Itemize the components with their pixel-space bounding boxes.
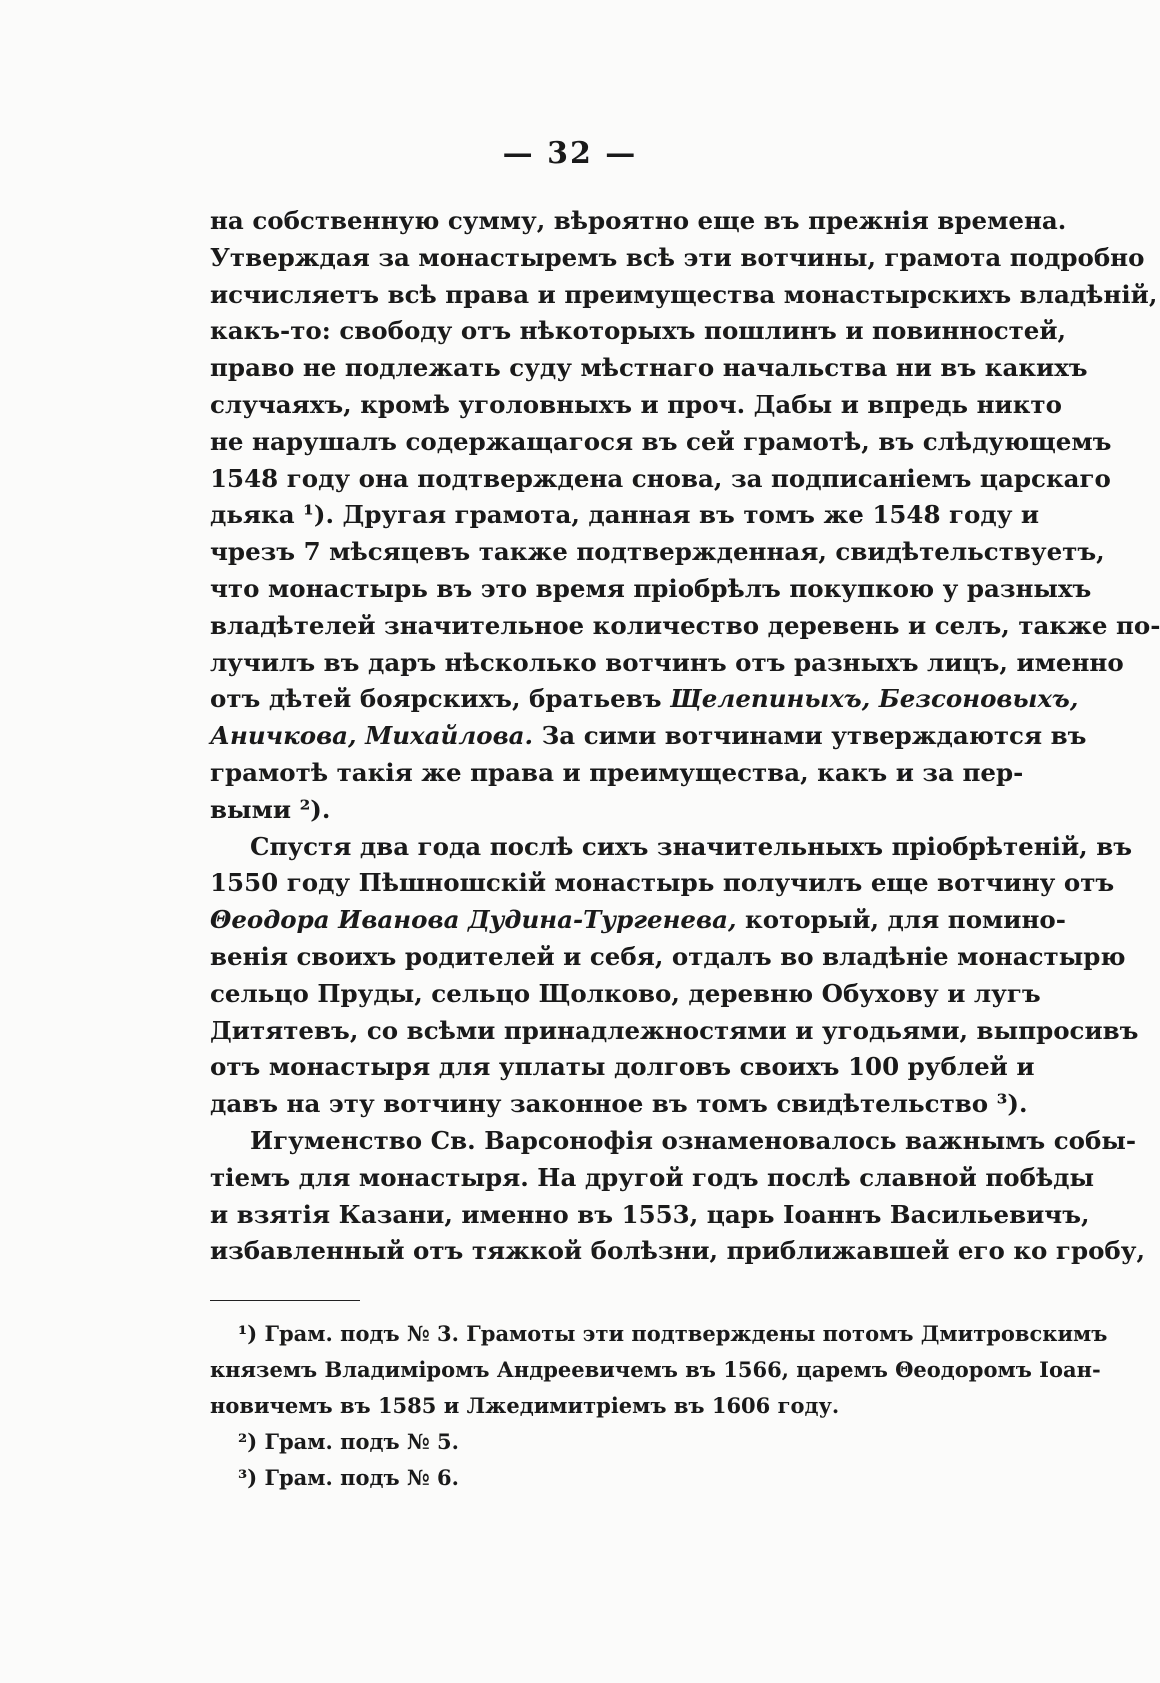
text-line: давъ на эту вотчину законное въ томъ свидѣтельство ³). [210, 1089, 1028, 1119]
text-line: Спустя два года послѣ сихъ значительныхъ пріобрѣтеній, въ [250, 831, 1133, 861]
text-line: отъ монастыря для уплаты долговъ своихъ 100 рублей и [210, 1052, 1035, 1082]
text-line: владѣтелей значительное количество деревень и селъ, также по- [210, 610, 1160, 640]
italic-name: Аничкова, Михайлова. [210, 721, 534, 751]
text-line: не нарушалъ содержащагося въ сей грамотѣ, въ слѣдующемъ [210, 426, 1112, 456]
text-line: случаяхъ, кромѣ уголовныхъ и проч. Дабы и впредь никто [210, 389, 1062, 419]
footnote-separator [210, 1300, 360, 1301]
text-line [210, 718, 1087, 755]
footnote-line: княземъ Владиміромъ Андреевичемъ въ 1566, царемъ Θеодоромъ Іоан- [210, 1357, 1101, 1382]
text-span: За сими вотчинами утверждаются въ [533, 721, 1087, 751]
text-line [210, 902, 1066, 939]
italic-name: Θеодора Иванова Дудина-Тургенева, [210, 905, 737, 935]
italic-name: Щелепиныхъ, Безсоновыхъ, [670, 684, 1079, 714]
text-line: дьяка ¹). Другая грамота, данная въ томъ же 1548 году и [210, 500, 1040, 530]
text-line: лучилъ въ даръ нѣсколько вотчинъ отъ разныхъ лицъ, именно [210, 647, 1124, 677]
text-line: грамотѣ такія же права и преимущества, какъ и за пер- [210, 757, 1024, 787]
text-line: что монастырь въ это время пріобрѣлъ покупкою у разныхъ [210, 573, 1092, 603]
text-line: Игуменство Св. Варсонофія ознаменовалось важнымъ собы- [250, 1125, 1137, 1155]
footnote-line: ¹) Грам. подъ № 3. Грамоты эти подтверждены потомъ Дмитровскимъ [238, 1321, 1108, 1346]
text-line: и взятія Казани, именно въ 1553, царь Іоаннъ Васильевичъ, [210, 1199, 1090, 1229]
footnote-line: ³) Грам. подъ № 6. [238, 1465, 459, 1490]
text-line: выми ²). [210, 794, 331, 824]
text-line: 1550 году Пѣшношскій монастырь получилъ еще вотчину отъ [210, 868, 1115, 898]
text-line: 1548 году она подтверждена снова, за подписаніемъ царскаго [210, 463, 1111, 493]
text-line: исчисляетъ всѣ права и преимущества монастырскихъ владѣній, [210, 279, 1158, 309]
text-line: Утверждая за монастыремъ всѣ эти вотчины, грамота подробно [210, 242, 1145, 272]
text-line: избавленный отъ тяжкой болѣзни, приближавшей его ко гробу, [210, 1236, 1145, 1266]
text-line: на собственную сумму, вѣроятно еще въ прежнія времена. [210, 206, 1067, 235]
text-line: тіемъ для монастыря. На другой годъ послѣ славной побѣды [210, 1162, 1095, 1192]
footnote-line: ²) Грам. подъ № 5. [238, 1429, 459, 1454]
page-number: — 32 — [502, 136, 638, 171]
footnotes [210, 1316, 1108, 1496]
text-line: какъ-то: свободу отъ нѣкоторыхъ пошлинъ и повинностей, [210, 316, 1067, 346]
text-line [210, 681, 1079, 718]
text-line: сельцо Пруды, сельцо Щолково, деревню Обухову и лугъ [210, 978, 1041, 1008]
text-line: чрезъ 7 мѣсяцевъ также подтвержденная, свидѣтельствуетъ, [210, 537, 1105, 567]
text-span: отъ дѣтей боярскихъ, братьевъ [210, 684, 671, 714]
footnote-line: новичемъ въ 1585 и Лжедимитріемъ въ 1606 году. [210, 1393, 840, 1418]
text-line: Дитятевъ, со всѣми принадлежностями и угодьями, выпросивъ [210, 1015, 1139, 1045]
main-text [210, 203, 1160, 1270]
text-line: венія своихъ родителей и себя, отдалъ во владѣніе монастырю [210, 941, 1126, 971]
text-span: который, для помино- [736, 905, 1066, 935]
text-line: право не подлежать суду мѣстнаго начальства ни въ какихъ [210, 353, 1088, 383]
